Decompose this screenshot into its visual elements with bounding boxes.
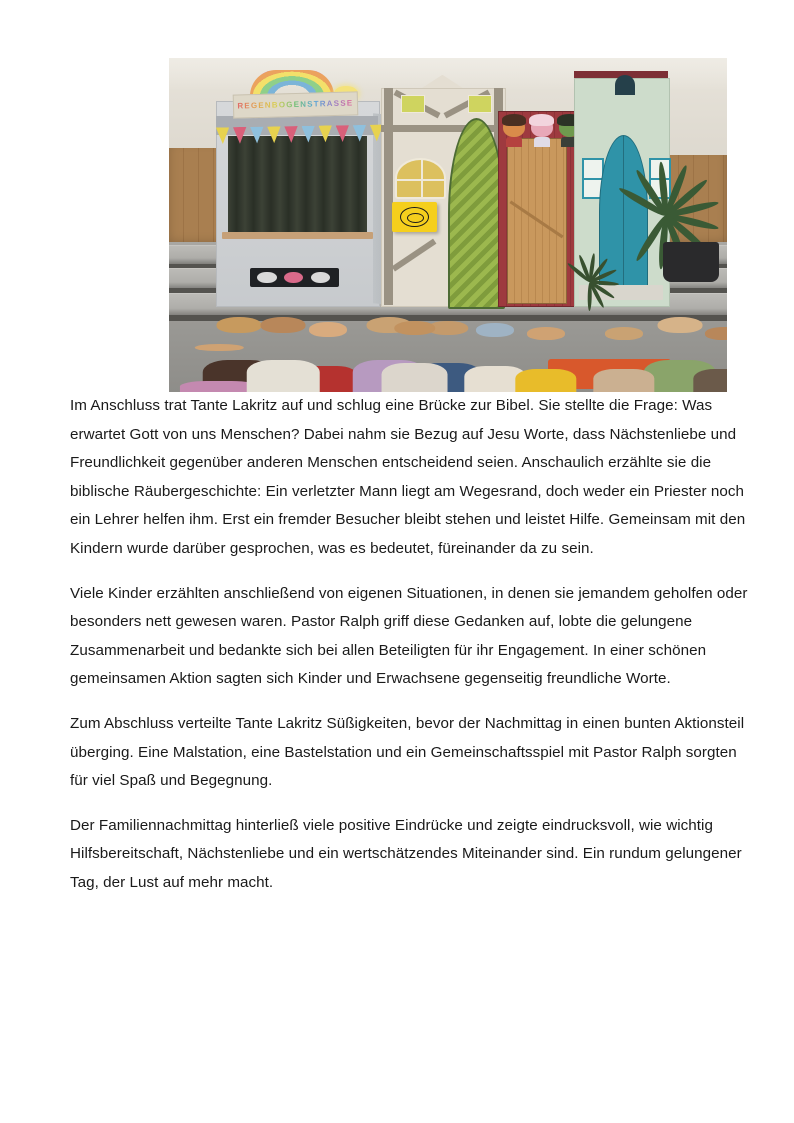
child-headscarf-head [476, 323, 514, 337]
street-sign-text: REGENBOGENSTRASSE [237, 98, 354, 111]
puppet-pink-body [534, 137, 550, 147]
curtain-fold [332, 136, 349, 233]
paragraph-1: Im Anschluss trat Tante Lakritz auf und schlug eine Brücke zur Bibel. Sie stellte die Frage: Was erwartet Gott von uns Menschen? Dabei nahm sie Bezug auf Jesu Worte, dass Nächstenliebe und Freundlichkeit gegenüber anderen Menschen entscheidend seien. Anschaulich erzählte sie die biblische Räubergeschichte: Ein verletzter Mann liegt am Wegesrand, doch weder ein Priester noch ein Lehrer helfen ihm. Erst ein fremder Besucher bleibt stehen und leistet Hilfe. Gemeinsam mit den Kindern wurde darüber gesprochen, was es bedeutet, füreinander da zu sein. [70, 397, 746, 557]
bunting-flag [233, 127, 247, 144]
bunting-flag [336, 126, 350, 143]
street-sign [233, 91, 358, 118]
child-dino-sweater-body [247, 360, 320, 392]
curtain-fold [315, 136, 332, 233]
article-photo [169, 58, 727, 392]
paragraph-4: Der Familiennachmittag hinterließ viele positive Eindrücke und zeigte eindrucksvoll, wie wichtig Hilfsbereitschaft, Nächstenliebe und ein wertschätzendes Miteinander sind. Ein rundum gelungener Tag, der Lust auf mehr macht. [70, 816, 742, 891]
post-horn-icon [400, 207, 429, 227]
child-far-right-body [694, 369, 727, 392]
child-tan-top-head [605, 327, 643, 340]
children-group [169, 272, 727, 392]
bunting-flag [319, 126, 333, 143]
photo-scene [169, 58, 727, 392]
child-yellow-coat-body [515, 369, 576, 392]
child-dino-sweater-head [261, 317, 306, 333]
curtain-fold [262, 136, 279, 233]
puppet-orange-hair [502, 114, 527, 125]
child-yellow-coat-head [527, 327, 565, 340]
child-yellow-coat [515, 327, 576, 392]
house-window-arched [395, 158, 446, 199]
house-window-upper-left [401, 95, 425, 114]
child-tan-top [593, 327, 654, 392]
curtain-fold [245, 136, 262, 233]
child-striped-shirt-head [394, 321, 436, 335]
child-dino-sweater [247, 317, 320, 392]
child-far-right [694, 327, 727, 392]
bunting-flag [285, 127, 299, 144]
mailbox-prop [392, 202, 437, 232]
paragraph-3: Zum Abschluss verteilte Tante Lakritz Süßigkeiten, bevor der Nachmittag in einen bunten Aktionsteil überging. Eine Malstation, eine Bastelstation und ein Gemeinschaftsspiel mit Pastor Ralph sorgten für viel Spaß und Begegnung. [70, 714, 745, 790]
curtain-fold [228, 136, 245, 233]
curtain-fold [280, 136, 297, 233]
child-striped-shirt [381, 321, 448, 392]
puppet-orange [501, 113, 527, 141]
bunting-flag [302, 126, 316, 143]
article-body [70, 392, 748, 898]
child-far-right-head [705, 327, 727, 340]
puppet-booth-stage-opening [228, 136, 368, 233]
teal-house-niche [615, 75, 635, 95]
house-window-upper-right [468, 95, 492, 114]
child-tan-top-body [593, 369, 654, 392]
puppet-orange-body [506, 137, 522, 147]
bunting-flag [216, 128, 230, 145]
curtain-fold [297, 136, 314, 233]
puppet-pink-hair [529, 114, 554, 125]
bunting-flag [268, 127, 282, 144]
curtain-fold [350, 136, 367, 233]
bunting-flag [353, 125, 367, 142]
child-striped-shirt-body [381, 363, 448, 392]
bunting-flag [251, 127, 265, 144]
puppet-booth-shelf [222, 232, 373, 239]
paragraph-2: Viele Kinder erzählten anschließend von eigenen Situationen, in denen sie jemandem geholfen oder besonders nett gewesen waren. Pastor Ralph griff diese Gedanken auf, lobte die gelungene Zusammenarbeit und bedankte sich bei allen Beteiligten für ihr Engagement. In einer schönen gemeinsamen Aktion sagten sich Kinder und Erwachsene gegenseitig freundliche Worte. [70, 584, 748, 688]
child-pink-pants-head [195, 344, 243, 351]
puppet-pink [529, 113, 555, 141]
